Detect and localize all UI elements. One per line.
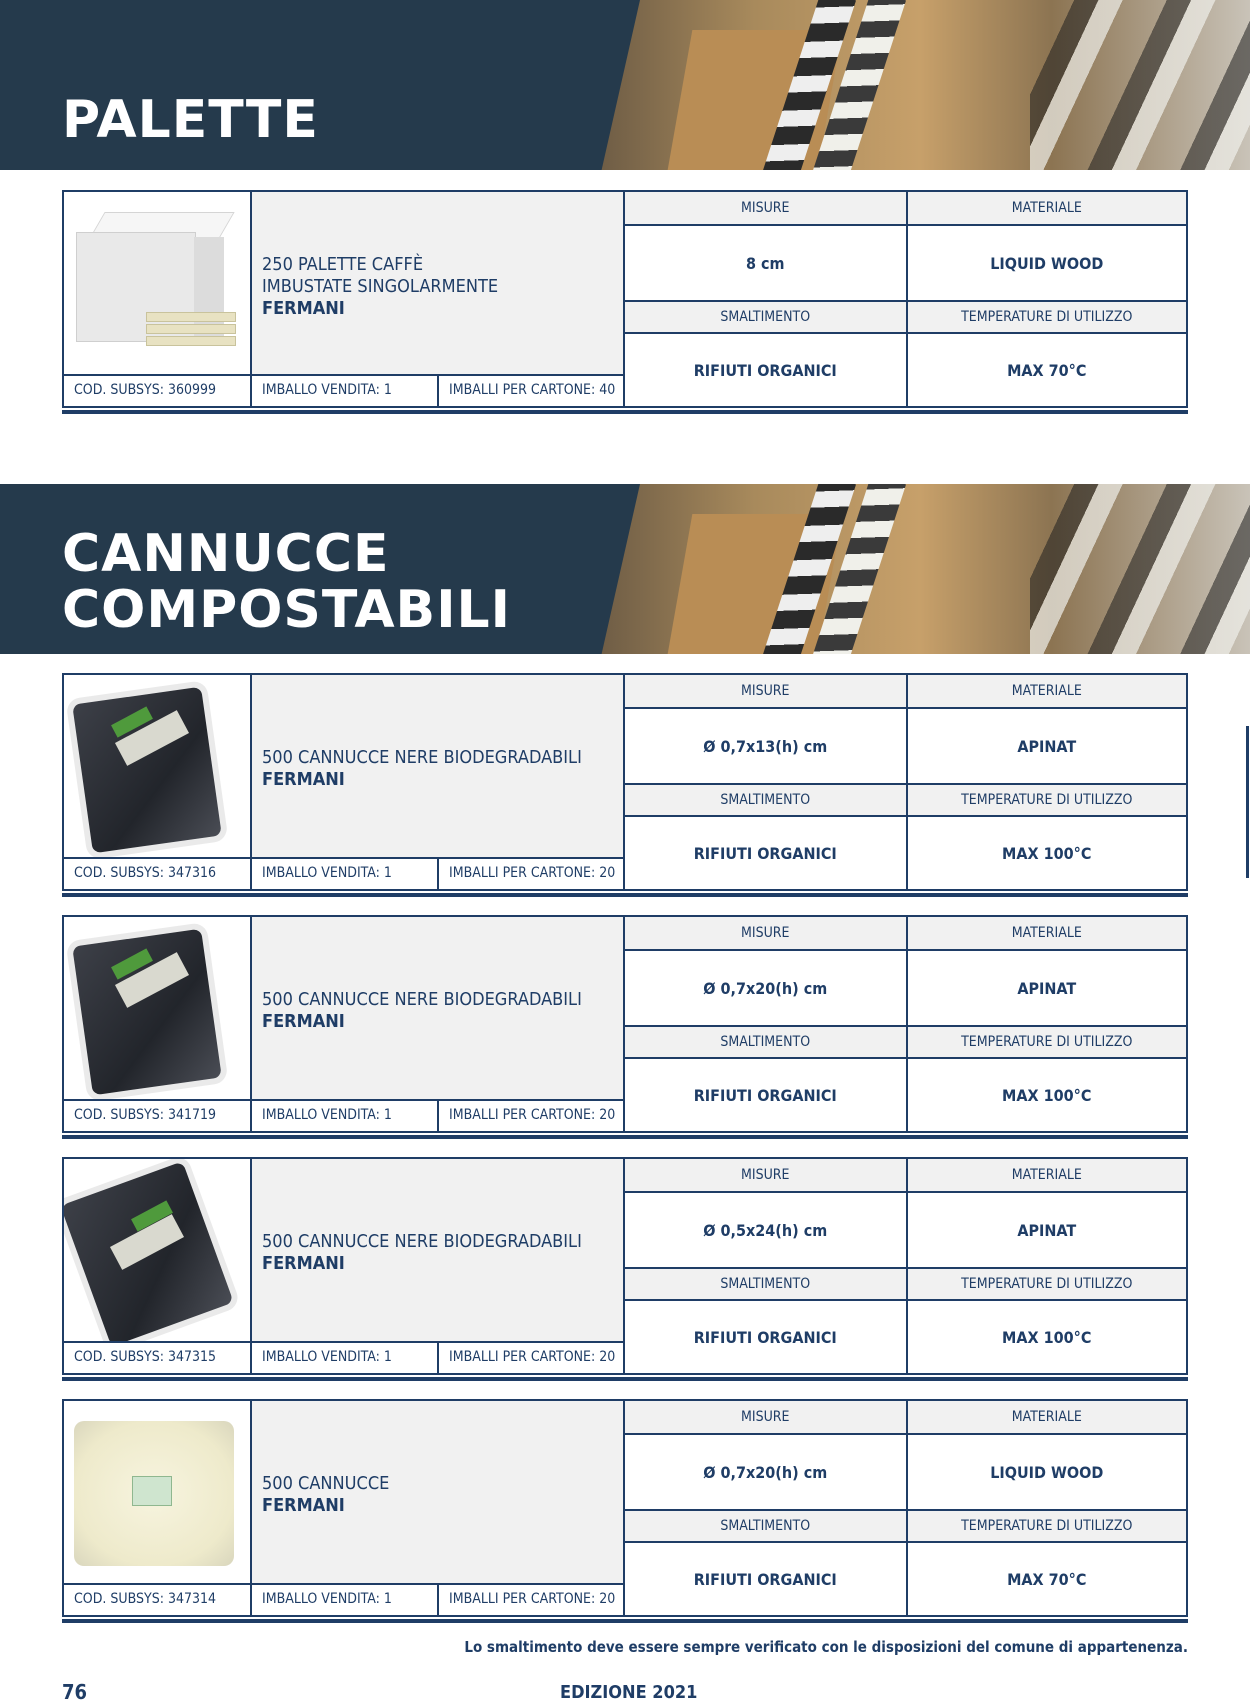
section-banner-cannucce [0,484,1250,654]
product-brand: FERMANI [262,298,345,319]
banner-photo [590,484,1250,654]
spec-misure: 8 cm [625,224,906,300]
spec-header-temperature: TEMPERATURE DI UTILIZZO [906,1025,1187,1057]
section-banner-palette [0,0,1250,170]
spec-header-misure: MISURE [625,1159,906,1191]
product-code: COD. SUBSYS: 347315 [64,1343,252,1373]
product-brand: FERMANI [262,1253,345,1274]
spec-header-materiale: MATERIALE [906,917,1187,949]
product-codes [64,1583,623,1615]
product-image [64,192,252,378]
spec-table [623,1157,1188,1375]
product-brand: FERMANI [262,1011,345,1032]
product-code: COD. SUBSYS: 341719 [64,1101,252,1131]
product-card [62,190,1188,410]
spec-table [623,673,1188,891]
product-name: 250 PALETTE CAFFÈ [262,254,424,275]
product-code: COD. SUBSYS: 360999 [64,376,252,406]
spec-header-misure: MISURE [625,675,906,707]
spec-temperatura: MAX 100°C [906,1057,1187,1131]
product-card [62,1399,1188,1619]
spec-temperatura: MAX 70°C [906,1541,1187,1615]
sale-pack: IMBALLO VENDITA: 1 [252,1343,439,1373]
product-name: 500 CANNUCCE [262,1473,390,1494]
section-title-line2: COMPOSTABILI [62,580,512,640]
spec-misure: Ø 0,7x13(h) cm [625,707,906,783]
spec-materiale: APINAT [906,1191,1187,1267]
spec-smaltimento: RIFIUTI ORGANICI [625,1541,906,1615]
spec-header-misure: MISURE [625,917,906,949]
product-name: 500 CANNUCCE NERE BIODEGRADABILI [262,1231,582,1252]
product-card [62,915,1188,1135]
product-card [62,1157,1188,1377]
product-codes [64,857,623,889]
spec-misure: Ø 0,7x20(h) cm [625,949,906,1025]
spec-header-temperature: TEMPERATURE DI UTILIZZO [906,1509,1187,1541]
product-brand: FERMANI [262,1495,345,1516]
product-name: 500 CANNUCCE NERE BIODEGRADABILI [262,989,582,1010]
disposal-note: Lo smaltimento deve essere sempre verificato con le disposizioni del comune di appartenenza. [464,1638,1188,1656]
spec-header-smaltimento: SMALTIMENTO [625,783,906,815]
packs-per-carton: IMBALLI PER CARTONE: 40 [449,382,616,398]
product-name: 500 CANNUCCE NERE BIODEGRADABILI [262,747,582,768]
page-number: 76 [62,1680,88,1704]
spec-header-smaltimento: SMALTIMENTO [625,300,906,332]
edition-label: EDIZIONE 2021 [560,1682,698,1703]
spec-table [623,915,1188,1133]
page-edge-marker [1246,726,1249,878]
spec-header-materiale: MATERIALE [906,1159,1187,1191]
packs-per-carton: IMBALLI PER CARTONE: 20 [449,865,616,881]
sale-pack: IMBALLO VENDITA: 1 [252,1101,439,1131]
product-image [64,1159,252,1345]
banner-photo [590,0,1250,170]
spec-materiale: LIQUID WOOD [906,224,1187,300]
spec-misure: Ø 0,7x20(h) cm [625,1433,906,1509]
spec-materiale: APINAT [906,949,1187,1025]
spec-table [623,1399,1188,1617]
product-codes [64,374,623,406]
product-code: COD. SUBSYS: 347316 [64,859,252,889]
product-description [262,1473,612,1517]
product-codes [64,1099,623,1131]
spec-header-temperature: TEMPERATURE DI UTILIZZO [906,300,1187,332]
sale-pack: IMBALLO VENDITA: 1 [252,859,439,889]
product-description [262,747,612,791]
spec-table [623,190,1188,408]
spec-smaltimento: RIFIUTI ORGANICI [625,1057,906,1131]
product-name-line2: IMBUSTATE SINGOLARMENTE [262,276,499,297]
section-title [62,526,511,638]
spec-materiale: LIQUID WOOD [906,1433,1187,1509]
packs-per-carton: IMBALLI PER CARTONE: 20 [449,1349,616,1365]
spec-header-temperature: TEMPERATURE DI UTILIZZO [906,1267,1187,1299]
product-description [262,1231,612,1275]
spec-header-temperature: TEMPERATURE DI UTILIZZO [906,783,1187,815]
product-image [64,917,252,1103]
spec-header-materiale: MATERIALE [906,1401,1187,1433]
spec-misure: Ø 0,5x24(h) cm [625,1191,906,1267]
product-image [64,675,252,861]
product-description [262,989,612,1033]
product-brand: FERMANI [262,769,345,790]
spec-header-misure: MISURE [625,1401,906,1433]
sale-pack: IMBALLO VENDITA: 1 [252,1585,439,1615]
section-title-line1: CANNUCCE [62,524,390,584]
spec-header-smaltimento: SMALTIMENTO [625,1025,906,1057]
spec-smaltimento: RIFIUTI ORGANICI [625,815,906,889]
product-code: COD. SUBSYS: 347314 [64,1585,252,1615]
packs-per-carton: IMBALLI PER CARTONE: 20 [449,1107,616,1123]
spec-temperatura: MAX 100°C [906,1299,1187,1373]
product-card [62,673,1188,893]
product-codes [64,1341,623,1373]
spec-header-misure: MISURE [625,192,906,224]
section-title: PALETTE [62,90,319,150]
spec-header-materiale: MATERIALE [906,675,1187,707]
spec-smaltimento: RIFIUTI ORGANICI [625,332,906,406]
packs-per-carton: IMBALLI PER CARTONE: 20 [449,1591,616,1607]
product-description [262,254,612,320]
sale-pack: IMBALLO VENDITA: 1 [252,376,439,406]
spec-header-smaltimento: SMALTIMENTO [625,1509,906,1541]
spec-header-smaltimento: SMALTIMENTO [625,1267,906,1299]
spec-smaltimento: RIFIUTI ORGANICI [625,1299,906,1373]
spec-header-materiale: MATERIALE [906,192,1187,224]
spec-temperatura: MAX 100°C [906,815,1187,889]
product-image [64,1401,252,1587]
spec-temperatura: MAX 70°C [906,332,1187,406]
spec-materiale: APINAT [906,707,1187,783]
